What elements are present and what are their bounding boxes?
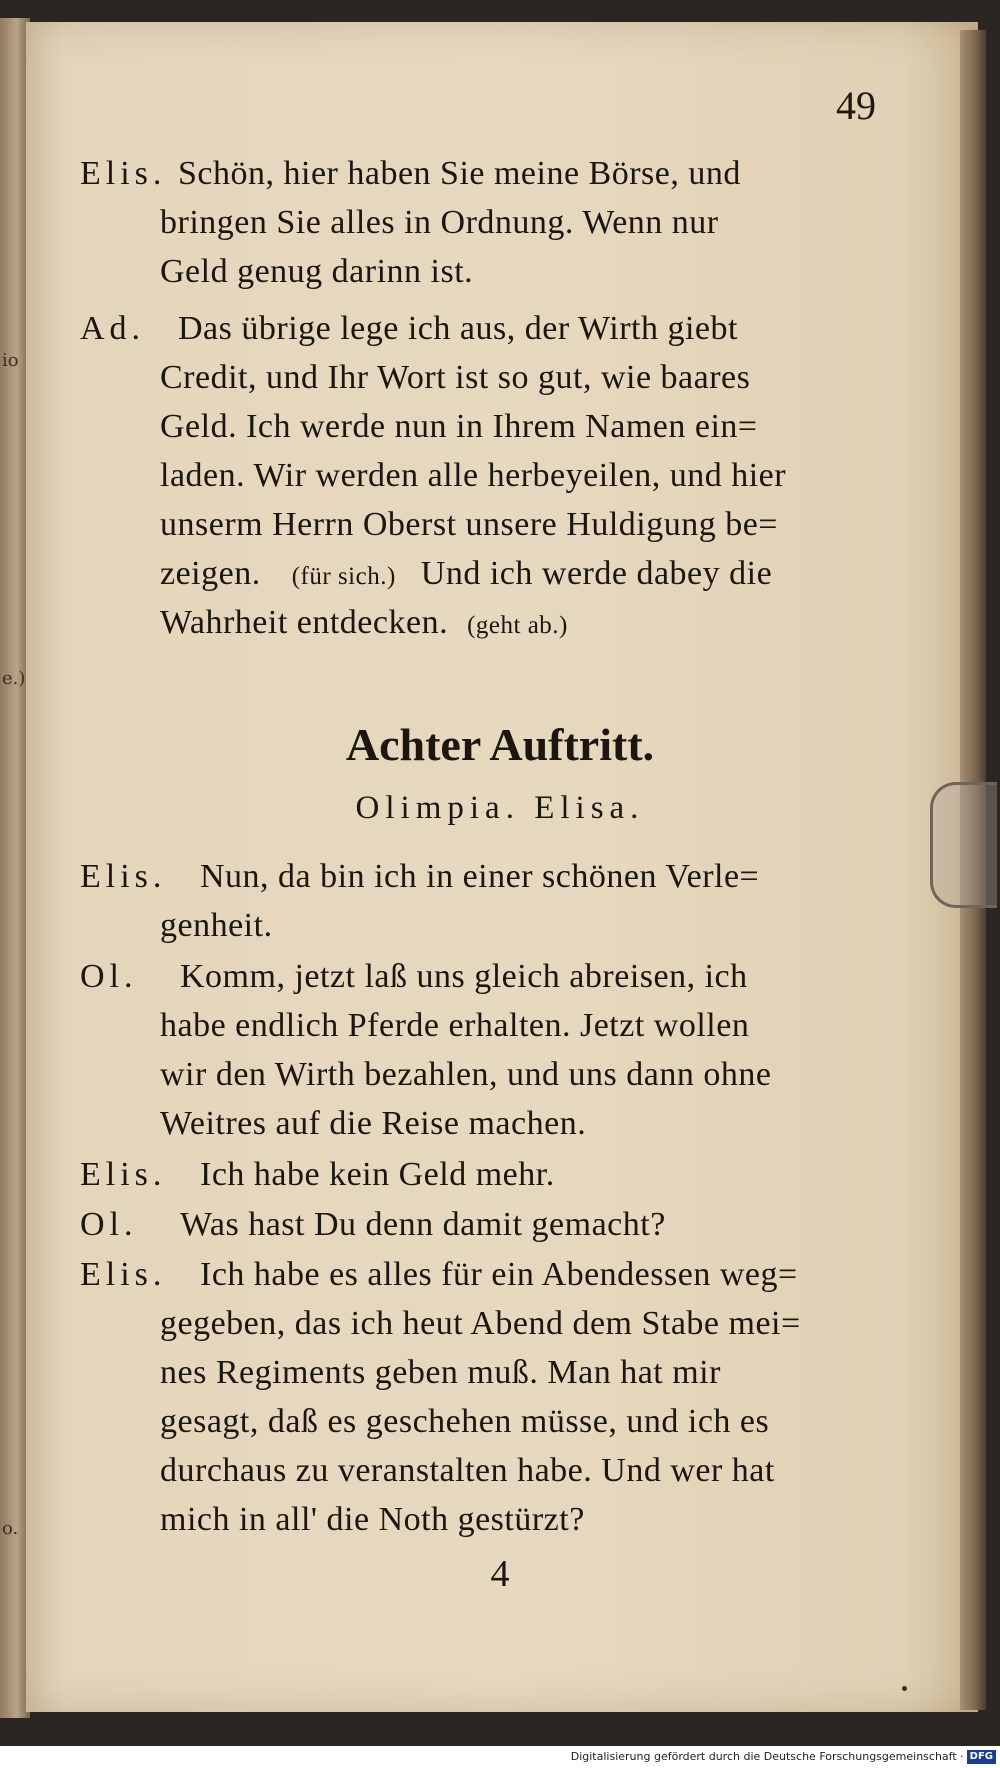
speaker-label: Elis. bbox=[80, 155, 167, 192]
page-number: 49 bbox=[836, 83, 876, 128]
scene-cast: Olimpia. Elisa. bbox=[355, 790, 645, 826]
text-fragment: Wahrheit entdecken. bbox=[160, 604, 449, 641]
stage-direction: (geht ab.) bbox=[467, 612, 568, 639]
speaker-label: Ol. bbox=[80, 958, 138, 995]
text-line: Ich habe es alles für ein Abendessen weg= bbox=[200, 1256, 798, 1293]
text-line: laden. Wir werden alle herbeyeilen, und hier bbox=[160, 457, 787, 494]
speaker-label: Ad. bbox=[80, 310, 146, 347]
text-line: habe endlich Pferde erhalten. Jetzt wollen bbox=[160, 1007, 750, 1044]
previous-page-fragment: io bbox=[2, 350, 19, 371]
text-line: genheit. bbox=[160, 907, 273, 944]
scene-heading: Achter Auftritt. bbox=[345, 719, 655, 770]
text-line: gesagt, daß es geschehen müsse, und ich es bbox=[160, 1403, 770, 1440]
footer-text: Digitalisierung gefördert durch die Deutsche Forschungsgemeinschaft · bbox=[570, 1750, 964, 1763]
text-line: durchaus zu veranstalten habe. Und wer hat bbox=[160, 1452, 775, 1489]
text-line: gegeben, das ich heut Abend dem Stabe mei= bbox=[160, 1305, 801, 1342]
text-line: Weitres auf die Reise machen. bbox=[160, 1105, 587, 1142]
text-line: Schön, hier haben Sie meine Börse, und bbox=[178, 155, 741, 192]
previous-page-fragment: o. bbox=[2, 1518, 19, 1539]
digitization-credit bbox=[0, 1746, 1000, 1768]
text-line: bringen Sie alles in Ordnung. Wenn nur bbox=[160, 204, 719, 241]
text-line: Komm, jetzt laß uns gleich abreisen, ich bbox=[180, 958, 748, 995]
speaker-label: Ol. bbox=[80, 1206, 138, 1243]
previous-page-fragment: e.) bbox=[2, 668, 26, 689]
text-fragment: zeigen. bbox=[160, 555, 261, 592]
text-line: Geld genug darinn ist. bbox=[160, 253, 474, 290]
speaker-label: Elis. bbox=[80, 1256, 167, 1293]
speaker-label: Elis. bbox=[80, 858, 167, 895]
text-line: nes Regiments geben muß. Man hat mir bbox=[160, 1354, 721, 1391]
text-line: Credit, und Ihr Wort ist so gut, wie baares bbox=[160, 359, 751, 396]
text-line: Nun, da bin ich in einer schönen Verle= bbox=[200, 858, 760, 895]
text-line bbox=[160, 604, 568, 642]
text-fragment: Und ich werde dabey die bbox=[420, 555, 773, 592]
ink-speck bbox=[902, 1686, 907, 1691]
dfg-logo: DFG bbox=[967, 1750, 996, 1764]
text-line bbox=[160, 555, 772, 593]
text-line: Geld. Ich werde nun in Ihrem Namen ein= bbox=[160, 408, 758, 445]
text-line: Das übrige lege ich aus, der Wirth giebt bbox=[178, 310, 738, 347]
speaker-label: Elis. bbox=[80, 1156, 167, 1193]
text-line: Was hast Du denn damit gemacht? bbox=[180, 1206, 666, 1243]
stage-direction: (für sich.) bbox=[291, 563, 396, 590]
text-line: mich in all' die Noth gestürzt? bbox=[160, 1501, 585, 1538]
text-line: Ich habe kein Geld mehr. bbox=[200, 1156, 555, 1193]
signature-mark: 4 bbox=[490, 1553, 510, 1595]
text-line: unserm Herrn Oberst unsere Huldigung be= bbox=[160, 506, 778, 543]
text-line: wir den Wirth bezahlen, und uns dann ohne bbox=[160, 1056, 772, 1093]
